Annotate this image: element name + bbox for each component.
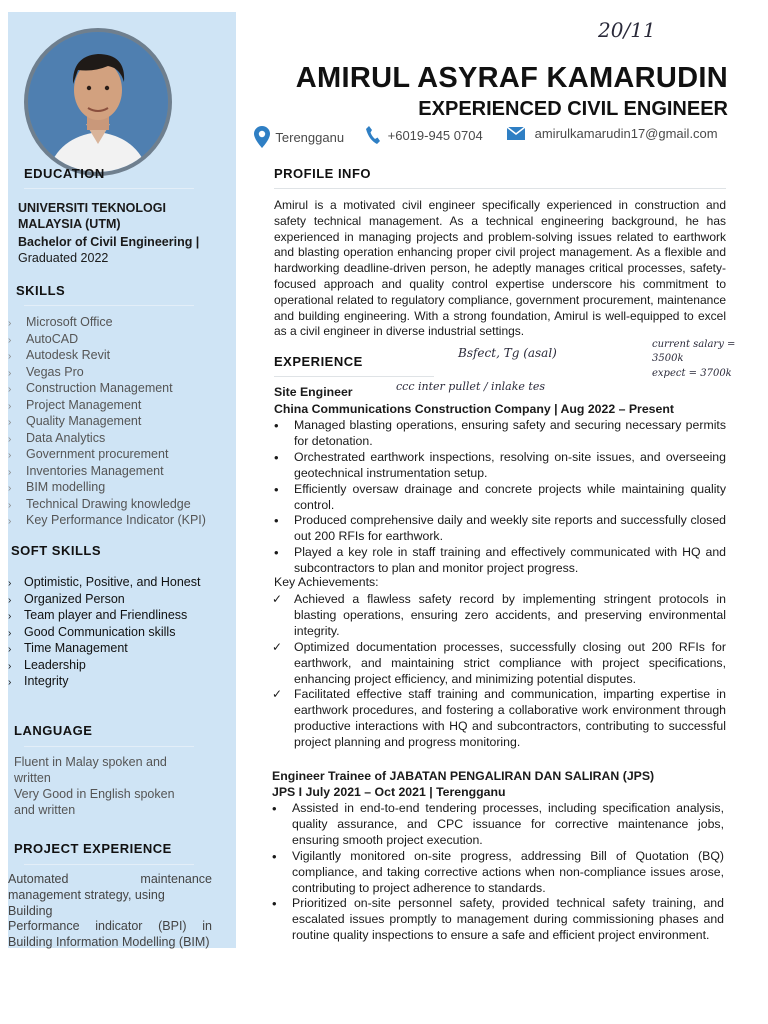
- project-experience-text: [8, 872, 212, 951]
- job-responsibilities: [272, 418, 726, 577]
- project-word: Performance: [8, 919, 80, 934]
- responsibility-item: • Assisted in end-to-end tendering processes, including specification analysis, quality assurance, and CPC issuance for corrective maintenance jobs, ensuring smooth project execution.: [270, 801, 724, 849]
- responsibility-item: • Played a key role in staff training and effectively communicated with HQ and subcontractors to plan and monitor project progress.: [272, 545, 726, 577]
- responsibility-item: • Produced comprehensive daily and weekly site reports and successfully closed out 200 RFIs for earthwork.: [272, 513, 726, 545]
- language-list: [14, 754, 175, 818]
- skill-item: › Quality Management: [8, 413, 206, 430]
- skills-heading: SKILLS: [16, 283, 66, 298]
- email-icon: [507, 127, 525, 143]
- key-achievements: [272, 592, 726, 751]
- skill-item: › Microsoft Office: [8, 314, 206, 331]
- responsibility-item: • Vigilantly monitored on-site progress, addressing Bill of Quotation (BQ) compliance, and taking corrective actions when non-compliance issues arose, contributing to project adherence to standards.: [270, 849, 724, 897]
- project-line: [8, 919, 212, 935]
- skill-item: › Data Analytics: [8, 430, 206, 447]
- soft-skill-item: › Organized Person: [8, 591, 200, 608]
- project-line: management strategy, using Building: [8, 887, 165, 918]
- sidebar: [8, 12, 236, 948]
- skill-item: › Technical Drawing knowledge: [8, 496, 206, 513]
- email: [507, 126, 718, 143]
- language-line: and written: [14, 803, 76, 817]
- education-heading: EDUCATION: [24, 166, 105, 181]
- soft-skills-list: [8, 574, 200, 690]
- candidate-name: AMIRUL ASYRAF KAMARUDIN: [295, 62, 728, 94]
- job-company: China Communications Construction Company | Aug 2022 – Present: [274, 402, 674, 416]
- phone: [366, 126, 483, 147]
- job-title: Engineer Trainee of JABATAN PENGALIRAN DAN SALIRAN (JPS): [272, 769, 655, 783]
- project-word: Automated: [8, 872, 69, 886]
- divider: [24, 305, 194, 306]
- profile-summary: Amirul is a motivated civil engineer specifically experienced in construction and safety technical management. As a technical engineering background, he has experienced in managing projects and problem-solving issues related to earthwork and blasting operation enhancing proper civil project management. As a flexible and hardworking deadline-driven person, he adeptly manages critical processes, safety-focused approach and quality control expertise underscore his commitment to operational related to regulatory compliance, government procurement, maintenance and building engineering. With a strong foundation, Amirul is well-equipped to excel as a civil engineer in diverse industrial settings.: [274, 198, 726, 339]
- skills-list: [8, 314, 206, 529]
- university-line2: MALAYSIA (UTM): [18, 217, 121, 231]
- location: [254, 126, 344, 151]
- location-text: Terengganu: [275, 129, 345, 145]
- soft-skills-heading: SOFT SKILLS: [11, 543, 101, 558]
- university-name: [18, 200, 166, 232]
- soft-skill-item: › Leadership: [8, 657, 200, 674]
- language-heading: LANGUAGE: [14, 723, 93, 738]
- degree: Bachelor of Civil Engineering |: [18, 235, 200, 249]
- divider: [24, 864, 194, 865]
- handwritten-date: 20/11: [598, 18, 656, 42]
- handwritten-note: ccc inter pullet / inlake tes: [396, 380, 545, 393]
- handwritten-note: Bsfect, Tg (asal): [458, 346, 557, 360]
- soft-skill-item: › Team player and Friendliness: [8, 607, 200, 624]
- divider: [24, 188, 194, 189]
- project-word: in: [202, 919, 212, 934]
- responsibility-item: • Orchestrated earthwork inspections, resolving on-site issues, and overseeing geotechnical instrumentation setup.: [272, 450, 726, 482]
- profile-photo: [24, 28, 172, 176]
- soft-skill-item: › Optimistic, Positive, and Honest: [8, 574, 200, 591]
- skill-item: › Autodesk Revit: [8, 347, 206, 364]
- university-line1: UNIVERSITI TEKNOLOGI: [18, 201, 166, 215]
- project-word: (BPI): [158, 919, 187, 934]
- skill-item: › Government procurement: [8, 446, 206, 463]
- skill-item: › AutoCAD: [8, 331, 206, 348]
- phone-icon: [366, 126, 380, 147]
- achievement-item: ✓ Optimized documentation processes, successfully closing out 200 RFIs for earthwork, and maintaining strict compliance with project specifications, enhancing project efficiency, and minimizing potential disputes.: [272, 640, 726, 688]
- language-line: Very Good in English spoken: [14, 787, 175, 801]
- project-experience-heading: PROJECT EXPERIENCE: [14, 841, 172, 856]
- profile-heading: PROFILE INFO: [274, 166, 371, 181]
- project-word: indicator: [95, 919, 143, 934]
- project-word: maintenance: [140, 872, 212, 886]
- email-address[interactable]: amirulkamarudin17@gmail.com: [534, 126, 718, 141]
- language-line: Fluent in Malay spoken and: [14, 755, 167, 769]
- phone-number[interactable]: +6019-945 0704: [387, 127, 483, 143]
- location-pin-icon: [254, 126, 270, 151]
- achievement-item: ✓ Achieved a flawless safety record by implementing stringent protocols in blasting operations, ensuring zero accidents, and preserving environmental integrity.: [272, 592, 726, 640]
- achievement-item: ✓ Facilitated effective staff training and communication, imparting expertise in earthwork procedures, and fostering a collaborative work environment through productive interactions with HQ and subcontractors, contributing to successful project planning and progress monitoring.: [272, 687, 726, 751]
- project-line: [8, 872, 212, 888]
- project-line: Building Information Modelling (BIM): [8, 935, 210, 950]
- divider: [274, 188, 726, 189]
- experience-heading: EXPERIENCE: [274, 354, 363, 369]
- candidate-title: EXPERIENCED CIVIL ENGINEER: [418, 98, 728, 120]
- skill-item: › Inventories Management: [8, 463, 206, 480]
- skill-item: › Construction Management: [8, 380, 206, 397]
- responsibility-item: • Efficiently oversaw drainage and concrete projects while maintaining quality control.: [272, 482, 726, 514]
- soft-skill-item: › Time Management: [8, 640, 200, 657]
- responsibility-item: • Prioritized on-site personnel safety, provided technical safety training, and escalated issues promptly to management during commissioning phases and routine quality inspections to ensure a safe and efficient project environment.: [270, 896, 724, 944]
- job-responsibilities: [270, 801, 724, 944]
- divider: [24, 746, 194, 747]
- handwritten-note: expect = 3700k: [652, 368, 732, 379]
- skill-item: › Key Performance Indicator (KPI): [8, 512, 206, 529]
- handwritten-note: current salary = 3500k: [652, 339, 736, 364]
- skill-item: › Vegas Pro: [8, 364, 206, 381]
- language-line: written: [14, 771, 51, 785]
- divider: [274, 376, 434, 377]
- job-title: Site Engineer: [274, 385, 353, 399]
- job-dates: JPS I July 2021 – Oct 2021 | Terengganu: [272, 785, 506, 799]
- soft-skill-item: › Integrity: [8, 673, 200, 690]
- graduation-year: Graduated 2022: [18, 251, 109, 265]
- skill-item: › BIM modelling: [8, 479, 206, 496]
- soft-skill-item: › Good Communication skills: [8, 624, 200, 641]
- achievements-label: Key Achievements:: [274, 575, 379, 589]
- skill-item: › Project Management: [8, 397, 206, 414]
- responsibility-item: • Managed blasting operations, ensuring safety and securing necessary permits for detonation.: [272, 418, 726, 450]
